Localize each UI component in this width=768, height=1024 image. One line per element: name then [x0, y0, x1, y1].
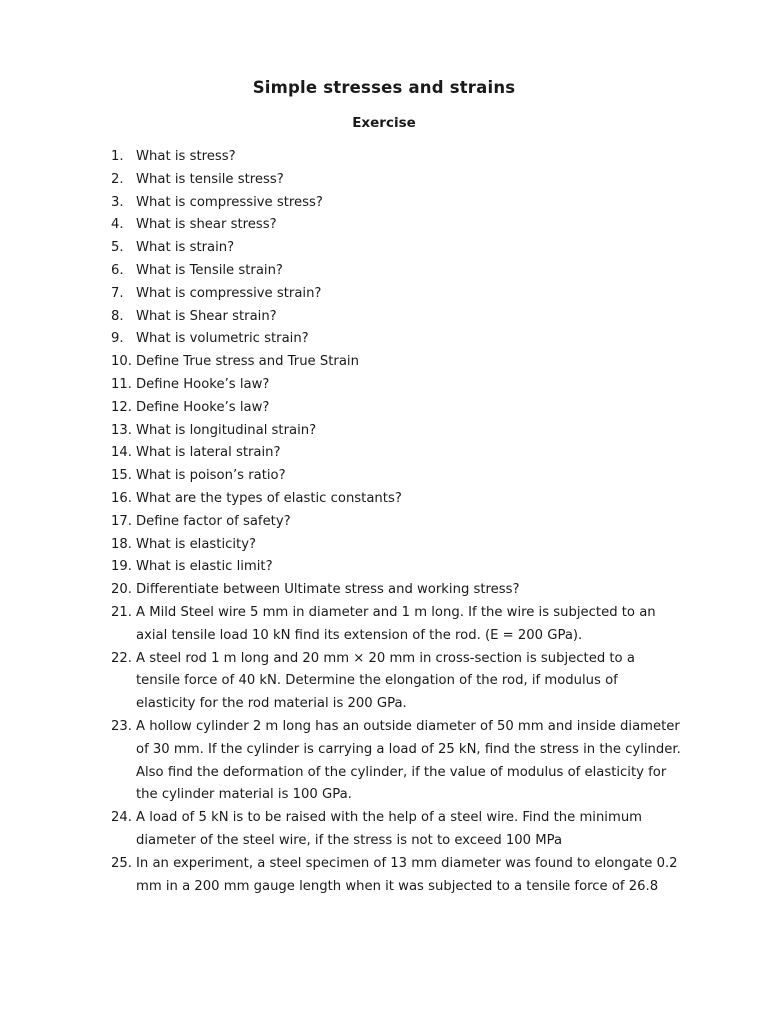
question-text: What is Tensile strain?	[136, 262, 283, 278]
question-text: Define True stress and True Strain	[136, 354, 359, 370]
question-number: 22.	[111, 650, 132, 666]
question-text: A Mild Steel wire 5 mm in diameter and 1 m long. If the wire is subjected to an axial tensile load 10 kN find its extension of the rod. (E = 200 GPa).	[136, 604, 656, 643]
question-number: 11.	[111, 376, 132, 392]
question-item	[111, 556, 681, 579]
question-text: What is elasticity?	[136, 536, 257, 552]
question-number: 10.	[111, 354, 132, 370]
question-item	[111, 237, 681, 260]
question-item	[111, 442, 681, 465]
question-item	[111, 397, 681, 420]
question-text: What is elastic limit?	[136, 559, 273, 575]
question-item	[111, 853, 681, 899]
question-item	[111, 306, 681, 329]
question-number: 5.	[111, 240, 124, 256]
question-item	[111, 602, 681, 648]
question-text: Differentiate between Ultimate stress and working stress?	[136, 582, 520, 598]
question-item	[111, 511, 681, 534]
question-number: 12.	[111, 399, 132, 415]
question-item	[111, 214, 681, 237]
question-item	[111, 420, 681, 443]
question-number: 21.	[111, 604, 132, 620]
question-text: What is tensile stress?	[136, 171, 284, 187]
question-text: What is longitudinal strain?	[136, 422, 317, 438]
question-number: 25.	[111, 855, 132, 871]
question-number: 7.	[111, 285, 124, 301]
question-text: Define Hooke’s law?	[136, 399, 270, 415]
question-number: 6.	[111, 262, 124, 278]
section-heading: Exercise	[352, 115, 416, 131]
question-text: A steel rod 1 m long and 20 mm × 20 mm in cross-section is subjected to a tensile force of 40 kN. Determine the elongation of the rod, if modulus of elasticity for the rod material is 200 GPa.	[136, 650, 635, 712]
question-item	[111, 260, 681, 283]
question-item	[111, 488, 681, 511]
question-item	[111, 169, 681, 192]
question-item	[111, 328, 681, 351]
question-item	[111, 146, 681, 169]
question-text: What is poison’s ratio?	[136, 468, 286, 484]
question-number: 8.	[111, 308, 124, 324]
question-number: 19.	[111, 559, 132, 575]
question-text: Define factor of safety?	[136, 513, 291, 529]
question-number: 23.	[111, 718, 132, 734]
question-text: In an experiment, a steel specimen of 13 mm diameter was found to elongate 0.2 mm in a 200 mm gauge length when it was subjected to a tensile force of 26.8	[136, 855, 678, 894]
question-number: 3.	[111, 194, 124, 210]
question-item	[111, 716, 681, 807]
question-number: 9.	[111, 331, 124, 347]
question-number: 2.	[111, 171, 124, 187]
question-text: What is stress?	[136, 149, 236, 164]
page-title: Simple stresses and strains	[252, 78, 516, 97]
question-item	[111, 374, 681, 397]
question-item	[111, 648, 681, 716]
question-number: 13.	[111, 422, 132, 438]
question-text: What is Shear strain?	[136, 308, 277, 324]
question-text: Define Hooke’s law?	[136, 376, 270, 392]
question-number: 15.	[111, 468, 132, 484]
question-item	[111, 579, 681, 602]
question-text: A hollow cylinder 2 m long has an outside diameter of 50 mm and inside diameter of 30 mm. If the cylinder is carrying a load of 25 kN, find the stress in the cylinder. Also find the deformation of the cylinder, if the value of modulus of elasticity for the cylinder material is 100 GPa.	[136, 718, 681, 803]
question-item	[111, 283, 681, 306]
question-text: What is compressive strain?	[136, 285, 322, 301]
question-number: 18.	[111, 536, 132, 552]
question-text: What is shear stress?	[136, 217, 277, 233]
question-text: A load of 5 kN is to be raised with the help of a steel wire. Find the minimum diameter of the steel wire, if the stress is not to exceed 100 MPa	[136, 810, 643, 848]
question-text: What is lateral strain?	[136, 445, 281, 461]
question-number: 24.	[111, 810, 132, 826]
question-item	[111, 534, 681, 557]
question-list	[111, 146, 681, 898]
question-text: What is strain?	[136, 240, 235, 256]
question-number: 20.	[111, 582, 132, 598]
question-text: What is compressive stress?	[136, 194, 323, 210]
question-number: 1.	[111, 149, 124, 164]
question-item	[111, 351, 681, 374]
question-item	[111, 807, 681, 853]
question-item	[111, 192, 681, 215]
question-item	[111, 465, 681, 488]
question-text: What are the types of elastic constants?	[136, 490, 402, 506]
question-number: 4.	[111, 217, 124, 233]
question-number: 14.	[111, 445, 132, 461]
question-number: 16.	[111, 490, 132, 506]
question-text: What is volumetric strain?	[136, 331, 309, 347]
question-number: 17.	[111, 513, 132, 529]
